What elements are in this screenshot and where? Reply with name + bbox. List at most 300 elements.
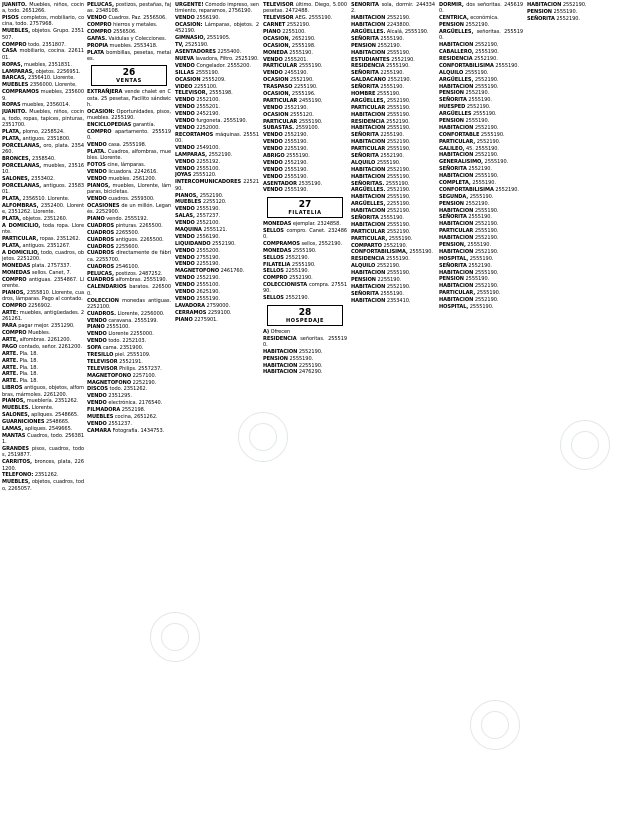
ad-keyword: HABITACION <box>351 270 386 277</box>
ad-keyword: HABITACION <box>439 269 474 276</box>
classified-ad <box>263 132 347 138</box>
ad-text: 2552100. <box>194 97 220 104</box>
ad-keyword: ARTE. <box>2 357 19 364</box>
ad-text: 2255192. <box>194 158 220 165</box>
ad-keyword: COMPRO <box>2 41 27 48</box>
ad-text: todo. 2252103. <box>106 338 147 345</box>
ad-keyword: PIANO <box>175 316 193 323</box>
ad-keyword: PARTICULAR, <box>2 236 39 243</box>
ad-keyword: A DOMICILIO, <box>2 222 41 229</box>
ad-text: 2552190. <box>282 104 308 111</box>
ad-keyword: OCASION <box>263 77 289 84</box>
classified-ad <box>351 256 435 262</box>
ad-text: 2552190. <box>473 42 499 49</box>
ad-text: 2353402. <box>29 175 55 182</box>
ad-keyword: MUEBLES <box>175 199 202 206</box>
ad-text: 2556190. <box>194 15 220 22</box>
ad-keyword: COMPRO <box>2 303 27 310</box>
classified-ad <box>439 56 523 62</box>
classified-ad <box>527 16 615 22</box>
classified-ad <box>263 84 347 90</box>
ad-text: último. Diego, 5.000 pesetas. 2472488. <box>263 2 347 15</box>
ad-keyword: CAMARA <box>87 427 111 434</box>
classified-ad <box>175 63 259 69</box>
ad-keyword: CUADROS <box>87 277 115 284</box>
classified-ad <box>263 15 347 21</box>
classified-ad <box>351 243 435 249</box>
classified-ad <box>439 132 523 138</box>
ad-keyword: MONEDA <box>263 49 288 56</box>
classified-ad <box>351 187 435 193</box>
classified-ad <box>175 172 259 178</box>
ad-text: 2552190. <box>194 275 220 282</box>
ad-keyword: PARTICULAR, <box>439 138 476 145</box>
ad-keyword: VIDEO <box>175 83 193 90</box>
classified-ad <box>87 366 171 372</box>
classified-ad <box>2 426 84 432</box>
ad-keyword: VENDO <box>263 56 283 63</box>
ad-text: 2255190. <box>292 84 318 91</box>
classified-ad <box>439 22 523 28</box>
section-title: VENTAS <box>116 78 142 85</box>
ad-text: casa. 2555198. <box>106 141 147 148</box>
classified-ad <box>175 159 259 165</box>
ad-keyword: OCASION <box>175 76 201 83</box>
ad-keyword: VENDO <box>263 159 283 166</box>
ad-keyword: NUEVA <box>175 55 194 62</box>
ad-keyword: TRESILLO <box>87 352 114 359</box>
classified-ad <box>439 221 523 227</box>
ad-keyword: VENDO <box>263 173 283 180</box>
classified-ad <box>439 194 523 200</box>
ad-text: contado, señor. 2261200. <box>17 343 82 350</box>
ad-keyword: ALQUILO <box>351 263 376 270</box>
ad-text: objetos. 2256951. <box>34 68 81 75</box>
ad-text: bronces, plata, 2261200. <box>2 459 84 472</box>
ad-text: 2555100. <box>104 324 130 331</box>
classified-ad <box>87 393 171 399</box>
ad-keyword: VENDO <box>87 141 107 148</box>
ad-text: 2555190. <box>468 304 494 310</box>
ad-keyword: CONFORTABLE <box>439 131 480 138</box>
ad-text: furgoneta. 2555190. <box>194 117 248 124</box>
ad-text: pinturas. 2265500. <box>114 222 163 229</box>
classified-ad <box>175 70 259 76</box>
ad-text: 2252000. <box>194 124 220 131</box>
classified-ad <box>351 215 435 221</box>
ad-keyword: SELLOS <box>263 227 284 234</box>
ad-text: 2555190. <box>282 187 308 194</box>
ad-text: monedas antiguas. 2252100. <box>87 297 171 310</box>
ad-text: 2552190. <box>384 118 410 125</box>
ad-text: sellos, 2552190. <box>299 240 343 247</box>
ad-text: mobiliario, cocina. 2261101. <box>2 48 84 61</box>
ad-keyword: PENSION <box>439 90 464 97</box>
classified-ad <box>351 236 435 242</box>
ad-text: ropas. 2351262. <box>38 236 81 243</box>
classified-ad <box>175 90 259 96</box>
ad-text: 2555190. <box>463 69 489 76</box>
ad-keyword: PLATA, <box>2 242 21 249</box>
ad-keyword: VENDO <box>263 139 283 146</box>
classified-ad <box>263 275 347 281</box>
ad-keyword: HABITACION <box>351 194 386 201</box>
classified-ad <box>87 122 171 128</box>
ad-text: 2552190. <box>385 228 411 235</box>
ad-keyword: INTERCOMUNICADORES <box>175 179 242 186</box>
ad-keyword: ALFOMBRAS, <box>2 202 39 209</box>
ad-keyword: HABITACION <box>351 125 386 132</box>
ad-text: antiguos. 2358301. <box>2 182 84 195</box>
ad-keyword: VENDO <box>175 206 195 213</box>
ad-keyword: DISCOS <box>87 386 108 393</box>
classified-ad <box>351 105 435 111</box>
classified-ad <box>2 358 84 364</box>
classified-ad <box>351 208 435 214</box>
ad-text: máquinas. 2555100. <box>175 131 259 145</box>
ad-text: Pla. 18. <box>18 371 38 378</box>
ad-text: Cuadros, todo. 2563811. <box>2 432 84 446</box>
ad-keyword: FOTOS <box>87 162 106 169</box>
ad-keyword: SELLOS <box>263 254 284 261</box>
classified-ad <box>439 2 523 15</box>
ad-keyword: VENDO <box>175 289 195 296</box>
ad-keyword: PLATA, <box>2 135 21 142</box>
classified-ad <box>175 213 259 219</box>
classified-ad <box>2 405 84 411</box>
ad-keyword: ARTE, <box>2 337 19 344</box>
ad-text: Muebles. <box>26 330 51 337</box>
ad-text: cine, lámparas. <box>105 162 146 169</box>
ad-text: 2555121. <box>201 227 228 234</box>
watermark-stamp <box>560 420 610 470</box>
ad-text: 45. 2555190. <box>464 145 499 152</box>
ad-text: AEG. 2555190. <box>293 15 333 22</box>
classified-ad <box>351 249 435 255</box>
ad-keyword: SELLOS <box>263 268 284 275</box>
ad-keyword: PARTICULAR <box>351 228 386 235</box>
classified-ad <box>175 152 259 158</box>
ad-keyword: PIANOS, <box>87 182 111 189</box>
ad-keyword: PIANOS, <box>2 398 26 405</box>
ad-keyword: COMPRO <box>87 22 112 29</box>
classified-ad <box>2 371 84 377</box>
ad-keyword: PENSION <box>439 200 464 207</box>
ad-text: Pla. 18. <box>18 350 38 357</box>
ad-text: 2256902. <box>26 303 52 310</box>
classified-ad <box>439 118 523 124</box>
ad-keyword: VENDO <box>175 124 195 131</box>
classified-ad <box>263 119 347 125</box>
classified-ad <box>87 237 171 243</box>
ad-text: 2555198. <box>207 90 233 97</box>
ad-keyword: URGENTE! <box>175 2 204 8</box>
ad-keyword: MUEBLES <box>87 414 114 421</box>
ad-text: antiguos. 2351800. <box>20 135 71 142</box>
ad-keyword: ARTE. <box>2 350 19 357</box>
ad-text: 2555190. <box>375 159 401 166</box>
ad-text: Ofrecen <box>269 328 291 335</box>
ad-keyword: COMPRO <box>87 128 112 135</box>
classified-ad <box>439 263 523 269</box>
ad-keyword: ESTUDIANTES <box>351 56 390 63</box>
ad-text: 2353410. <box>385 297 411 304</box>
classified-ad <box>2 223 84 236</box>
classified-ad <box>351 112 435 118</box>
ad-keyword: ARTE. <box>2 364 19 371</box>
classified-ad <box>263 221 347 227</box>
ad-text: 2555190. <box>385 49 411 56</box>
classified-ad <box>439 139 523 145</box>
classified-ad <box>175 125 259 131</box>
ad-text: 2552190. <box>561 2 587 8</box>
ad-text: alfombras. 2555190. <box>114 277 168 284</box>
ad-text: Llorente, 2256000. <box>115 310 165 317</box>
ad-text: 2552190. <box>473 297 499 304</box>
ad-keyword: OCASIONES <box>87 202 120 209</box>
classified-ad <box>2 15 84 28</box>
ad-keyword: PENSION <box>439 117 464 124</box>
ad-keyword: MAGNETOFONO <box>87 372 132 379</box>
ad-text: 2555190. <box>287 49 313 56</box>
ad-keyword: MUEBLES <box>2 82 29 89</box>
classified-ad <box>87 129 171 142</box>
ad-keyword: BARCAS, <box>2 75 27 82</box>
ad-text: 2559100. <box>294 125 320 132</box>
ad-text: apartamento. 2555190. <box>87 128 171 142</box>
ad-keyword: PARTICULAR <box>263 118 298 125</box>
classified-ad <box>2 446 84 459</box>
ad-text: Oportunidades, pisos, muebles. 2255190. <box>87 108 171 122</box>
classified-ad <box>263 329 347 335</box>
classified-ad <box>175 49 259 55</box>
classified-ad <box>263 36 347 42</box>
ad-text: 2252190. <box>175 179 259 192</box>
ad-keyword: TELEVISOR <box>263 15 294 22</box>
ad-text: vende chalet en Costa. 25 pesetas, Facilito sándwich. <box>87 89 171 108</box>
classified-ad <box>87 284 171 297</box>
classified-ad <box>87 386 171 392</box>
ad-text: 2552190. <box>375 42 402 49</box>
classified-ad <box>2 433 84 446</box>
classified-ad <box>263 139 347 145</box>
ad-keyword: SALONES, <box>2 412 30 419</box>
ad-text: 2252190. <box>131 379 157 386</box>
ad-keyword: MONEDAS <box>263 247 292 254</box>
ad-keyword: RESIDENCIA <box>351 63 385 70</box>
ad-text: 2552190. <box>463 200 490 207</box>
ad-keyword: SALONES, <box>2 175 30 182</box>
ad-text: vendo. 2555192. <box>104 216 149 222</box>
ad-keyword: A) <box>263 328 270 335</box>
ad-text: 2555120. <box>288 111 314 118</box>
classified-ad <box>263 91 347 97</box>
ad-keyword: OCASION: <box>175 22 203 29</box>
ad-keyword: CONFORTABILISIMA, <box>351 249 408 256</box>
ad-keyword: HABITACION <box>351 111 386 118</box>
ad-keyword: JUANITO. <box>2 2 27 8</box>
ad-keyword: COLECCION <box>87 297 119 304</box>
ad-text: todo. 2351807. <box>26 41 66 48</box>
ad-keyword: ARGÜELLES <box>439 111 472 118</box>
classified-ad <box>263 112 347 118</box>
ad-keyword: ARGÜELLES, <box>439 28 474 35</box>
ad-text: 2555190. <box>473 49 499 56</box>
classified-ad <box>87 400 171 406</box>
classified-ad <box>87 324 171 330</box>
ad-keyword: VENDO <box>175 158 195 165</box>
ad-keyword: PORCELANAS, <box>2 162 42 169</box>
classified-ad <box>2 303 84 309</box>
classified-ad <box>351 22 435 28</box>
classified-ad <box>351 201 435 207</box>
ad-keyword: SEÑORITA <box>351 215 379 222</box>
ad-text: Vaidulas y Colecciones. <box>106 35 167 42</box>
ad-keyword: PELUCAS, <box>87 270 114 277</box>
classified-ad <box>175 282 259 288</box>
classified-ad <box>439 297 523 303</box>
ad-keyword: GIMNASIO, <box>175 35 206 42</box>
ad-text: 2555201. <box>194 104 220 111</box>
ad-text: 2275901. <box>192 316 218 323</box>
ad-text: muebles, Llorente, lámparas, bicicletas. <box>87 182 171 196</box>
ad-text: 2555190. <box>297 118 323 125</box>
classified-ad <box>263 174 347 180</box>
ad-keyword: SEÑORITA <box>527 15 555 22</box>
ad-text: 2555190. <box>479 131 505 138</box>
ad-keyword: HABITACION <box>351 22 386 29</box>
ad-keyword: HABITACION <box>351 221 386 228</box>
classified-ad <box>439 84 523 90</box>
ad-text: 2552190. <box>466 166 492 173</box>
ad-keyword: TELEVISOR <box>263 2 294 8</box>
classified-ad <box>439 152 523 158</box>
ad-keyword: CONFORTABILISIMA <box>439 62 494 69</box>
ad-text: 2555190. <box>473 269 499 276</box>
ad-keyword: GUARNICIONES <box>2 419 45 426</box>
classified-ad <box>2 236 84 242</box>
ad-text: 2461760. <box>219 268 245 275</box>
ad-text: 2552190. <box>297 348 323 355</box>
classified-ad <box>351 98 435 104</box>
classified-ad <box>351 160 435 166</box>
ad-keyword: SEÑORITA <box>351 153 379 159</box>
classified-ad <box>2 385 84 398</box>
ad-text: 2555190. <box>282 173 308 180</box>
ad-text: 2552190. <box>475 138 501 145</box>
classified-ad <box>87 428 171 434</box>
classified-ad <box>2 196 84 202</box>
ad-text: 2552190. <box>385 283 411 290</box>
ad-text: 2555190. <box>473 207 499 214</box>
ad-keyword: HABITACION <box>439 221 474 228</box>
classified-ad <box>263 167 347 173</box>
classified-ad <box>351 36 435 42</box>
classified-ad <box>175 22 259 35</box>
classified-ad <box>439 249 523 255</box>
classified-ad <box>2 419 84 425</box>
ad-text: 2555190. <box>384 180 410 187</box>
classified-ad <box>175 220 259 226</box>
ad-keyword: CABALLERO, <box>439 49 474 56</box>
ad-keyword: VENDO <box>175 247 195 254</box>
ad-keyword: HABITACION <box>351 166 386 173</box>
classified-ad <box>439 187 523 193</box>
classified-ad <box>2 337 84 343</box>
classified-ad <box>87 43 171 49</box>
ad-text: Llorente. <box>30 405 54 412</box>
ad-text: antiguos. 2265500. <box>114 236 164 243</box>
ad-keyword: HABITACION <box>439 235 474 242</box>
ad-keyword: VENDO <box>87 400 107 407</box>
ad-keyword: TV, <box>175 42 184 49</box>
column-1 <box>2 2 84 838</box>
classified-ad <box>2 479 84 492</box>
classified-ad <box>2 176 84 182</box>
ad-keyword: GALDACANO <box>351 77 386 84</box>
classified-ad <box>263 262 347 268</box>
classified-ad <box>439 208 523 214</box>
ad-keyword: SILLAS <box>175 69 195 76</box>
classified-ad <box>2 129 84 135</box>
classified-ad <box>263 29 347 35</box>
classified-ad <box>263 2 347 15</box>
classified-ad <box>351 181 435 187</box>
ad-text: 2555190. <box>194 295 220 302</box>
ad-keyword: PENSION, <box>439 241 466 248</box>
classified-ad <box>439 256 523 262</box>
ad-keyword: VENDO <box>263 187 283 194</box>
ad-keyword: VENDO <box>175 275 195 282</box>
ad-keyword: CUADROS <box>87 263 115 270</box>
ad-text: 2555190. <box>385 194 411 201</box>
classified-ad <box>175 268 259 274</box>
ad-keyword: SEÑORITA <box>351 290 379 297</box>
ad-keyword: OCASION, <box>263 35 291 42</box>
classified-ad <box>263 98 347 104</box>
ad-keyword: TELEVISOR <box>87 358 118 365</box>
classified-ad <box>87 230 171 236</box>
ad-keyword: VENDO <box>87 393 107 400</box>
ad-keyword: PARA <box>2 323 17 330</box>
column-2 <box>87 2 171 838</box>
ad-text: Pla. 18. <box>18 378 38 385</box>
ad-keyword: ARGÜELLES. <box>351 28 386 35</box>
ad-text: 2555190. <box>385 111 411 118</box>
classified-ad <box>439 15 523 21</box>
classified-ad <box>263 369 347 375</box>
classified-ad <box>87 331 171 337</box>
ad-keyword: PIANOS, <box>175 192 199 199</box>
ad-keyword: VENDO <box>175 254 195 261</box>
classified-ad <box>87 380 171 386</box>
ad-text: postizos. 2487252. <box>113 270 163 277</box>
section-title: HOSPEDAJE <box>285 317 325 324</box>
ad-text: 2552190. <box>385 139 411 146</box>
classified-ad <box>175 84 259 90</box>
ad-text: sola, dormir. 2443342. <box>351 2 435 15</box>
classified-ad <box>351 284 435 290</box>
ad-keyword: VENDO <box>175 282 195 289</box>
classified-ad <box>87 176 171 182</box>
classified-ad <box>439 70 523 76</box>
classified-ad <box>87 352 171 358</box>
classified-ad <box>175 296 259 302</box>
ad-text: 2552190. <box>385 208 411 215</box>
classified-ad <box>2 69 84 75</box>
classified-ad <box>87 373 171 379</box>
ad-text: pisos, cuadros, todos, 2519877. <box>2 446 84 459</box>
